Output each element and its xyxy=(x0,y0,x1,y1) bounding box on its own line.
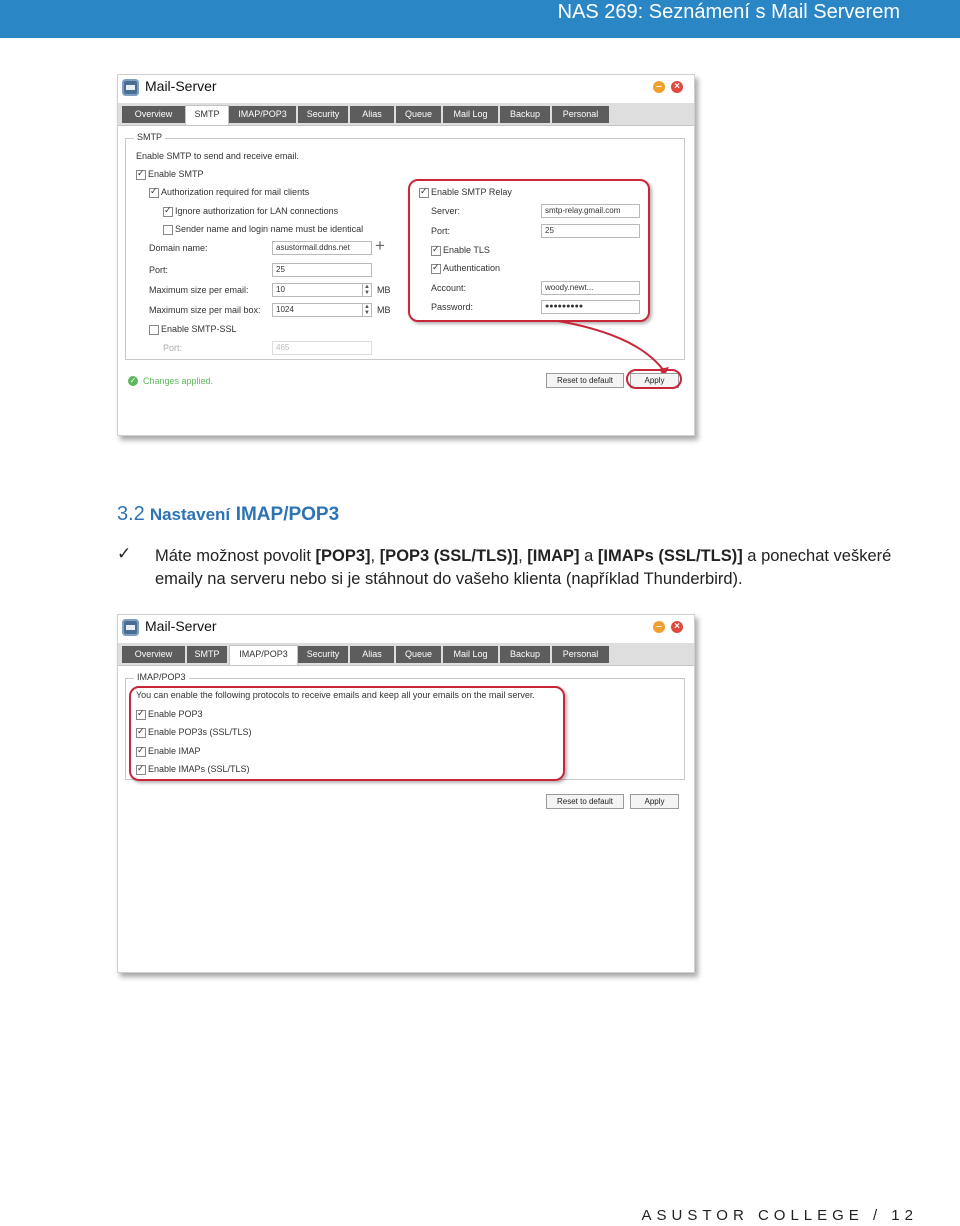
authentication-label: Authentication xyxy=(443,263,501,273)
relay-port-label: Port: xyxy=(431,226,451,236)
section-title-a: Nastavení xyxy=(149,505,231,524)
mail-server-window-imap xyxy=(117,614,695,973)
imap-fieldset xyxy=(125,672,685,780)
window-title: Mail-Server xyxy=(145,78,217,94)
spinner-icon[interactable]: ▲ ▼ xyxy=(362,284,371,296)
enable-smtp-label: Enable SMTP xyxy=(148,169,204,179)
section-paragraph xyxy=(155,545,935,591)
tab-overview[interactable]: Overview xyxy=(122,106,185,123)
paragraph-bold: [IMAPs (SSL/TLS)] xyxy=(597,547,743,565)
add-icon[interactable]: + xyxy=(375,236,385,255)
tab-queue[interactable]: Queue xyxy=(396,646,441,663)
mail-server-window-smtp xyxy=(117,74,695,436)
tab-imap-pop3[interactable]: IMAP/POP3 xyxy=(229,106,296,123)
highlight-apply-oval xyxy=(626,369,682,389)
close-icon[interactable]: × xyxy=(671,81,683,93)
enable-tls-label: Enable TLS xyxy=(443,245,490,255)
ssl-port-input[interactable]: 465 xyxy=(272,341,372,355)
tab-mail-log[interactable]: Mail Log xyxy=(443,106,498,123)
paragraph-text: a ponechat veškeré emaily na serveru nebo si je stáhnout do vašeho klienta (například Thunderbird). xyxy=(155,547,892,588)
auth-required-label: Authorization required for mail clients xyxy=(161,187,310,197)
account-input[interactable]: woody.newt... xyxy=(541,281,640,295)
tab-overview[interactable]: Overview xyxy=(122,646,185,663)
max-box-unit: MB xyxy=(377,305,391,315)
max-email-label: Maximum size per email: xyxy=(149,285,249,295)
spinner-icon[interactable]: ▲ ▼ xyxy=(362,304,371,316)
paragraph-bold: [POP3 (SSL/TLS)] xyxy=(379,547,519,565)
tab-security[interactable]: Security xyxy=(298,646,348,663)
page-footer: ASUSTOR COLLEGE / 12 xyxy=(641,1207,918,1224)
enable-imap-label: Enable IMAP xyxy=(148,746,201,756)
section-number: 3.2 xyxy=(117,503,145,525)
password-input[interactable]: ●●●●●●●●● xyxy=(541,300,640,314)
tab-personal[interactable]: Personal xyxy=(552,646,609,663)
tab-backup[interactable]: Backup xyxy=(500,646,550,663)
status-text: Changes applied. xyxy=(143,376,214,386)
tab-backup[interactable]: Backup xyxy=(500,106,550,123)
domain-name-input[interactable]: asustormail.ddns.net xyxy=(272,241,372,255)
max-email-unit: MB xyxy=(377,285,391,295)
header-bar xyxy=(0,0,960,38)
ssl-port-label: Port: xyxy=(163,343,183,353)
window-title: Mail-Server xyxy=(145,618,217,634)
close-icon[interactable]: × xyxy=(671,621,683,633)
enable-imaps-label: Enable IMAPs (SSL/TLS) xyxy=(148,764,250,774)
enable-relay-label: Enable SMTP Relay xyxy=(431,187,512,197)
header-title: NAS 269: Seznámení s Mail Serverem xyxy=(557,1,900,23)
max-box-value: 1024 xyxy=(276,305,294,314)
relay-port-input[interactable]: 25 xyxy=(541,224,640,238)
enable-pop3-label: Enable POP3 xyxy=(148,709,203,719)
tab-smtp[interactable]: SMTP xyxy=(187,646,227,663)
port-label: Port: xyxy=(149,265,169,275)
paragraph-text: , xyxy=(518,547,528,565)
ignore-lan-label: Ignore authorization for LAN connections xyxy=(175,206,339,216)
max-box-label: Maximum size per mail box: xyxy=(149,305,261,315)
imap-legend: IMAP/POP3 xyxy=(134,672,189,682)
window-titlebar xyxy=(118,615,694,643)
checkmark-bullet-icon: ✓ xyxy=(117,544,132,563)
reset-button[interactable]: Reset to default xyxy=(546,373,624,388)
account-label: Account: xyxy=(431,283,467,293)
port-input[interactable]: 25 xyxy=(272,263,372,277)
smtp-legend: SMTP xyxy=(134,132,165,142)
tab-mail-log[interactable]: Mail Log xyxy=(443,646,498,663)
imap-intro: You can enable the following protocols to receive emails and keep all your emails on the mail server. xyxy=(136,690,535,700)
max-email-value: 10 xyxy=(276,285,285,294)
domain-name-label: Domain name: xyxy=(149,243,208,253)
paragraph-text: a xyxy=(579,547,598,565)
minimize-icon[interactable]: – xyxy=(653,81,665,93)
paragraph-bold: [IMAP] xyxy=(527,547,580,565)
smtp-intro: Enable SMTP to send and receive email. xyxy=(136,151,299,161)
reset-button[interactable]: Reset to default xyxy=(546,794,624,809)
relay-server-input[interactable]: smtp-relay.gmail.com xyxy=(541,204,640,218)
highlight-protocols-box xyxy=(129,686,565,781)
tab-queue[interactable]: Queue xyxy=(396,106,441,123)
mail-server-app-icon xyxy=(122,619,139,636)
tab-smtp[interactable]: SMTP xyxy=(185,105,229,125)
apply-button[interactable]: Apply xyxy=(630,373,679,388)
sender-identical-label: Sender name and login name must be identical xyxy=(175,224,364,234)
enable-ssl-label: Enable SMTP-SSL xyxy=(161,324,237,334)
paragraph-text: Máte možnost povolit xyxy=(155,547,316,565)
paragraph-text: , xyxy=(370,547,380,565)
relay-server-label: Server: xyxy=(431,206,461,216)
enable-pop3s-label: Enable POP3s (SSL/TLS) xyxy=(148,727,252,737)
minimize-icon[interactable]: – xyxy=(653,621,665,633)
apply-button[interactable]: Apply xyxy=(630,794,679,809)
tab-alias[interactable]: Alias xyxy=(350,106,394,123)
tab-personal[interactable]: Personal xyxy=(552,106,609,123)
tab-bar xyxy=(118,643,694,666)
tab-security[interactable]: Security xyxy=(298,106,348,123)
section-heading xyxy=(117,503,339,526)
tab-alias[interactable]: Alias xyxy=(350,646,394,663)
password-label: Password: xyxy=(431,302,474,312)
section-title-b: IMAP/POP3 xyxy=(235,504,340,525)
tab-imap-pop3[interactable]: IMAP/POP3 xyxy=(229,645,298,665)
success-check-icon: ✓ xyxy=(129,376,137,385)
paragraph-bold: [POP3] xyxy=(315,547,371,565)
